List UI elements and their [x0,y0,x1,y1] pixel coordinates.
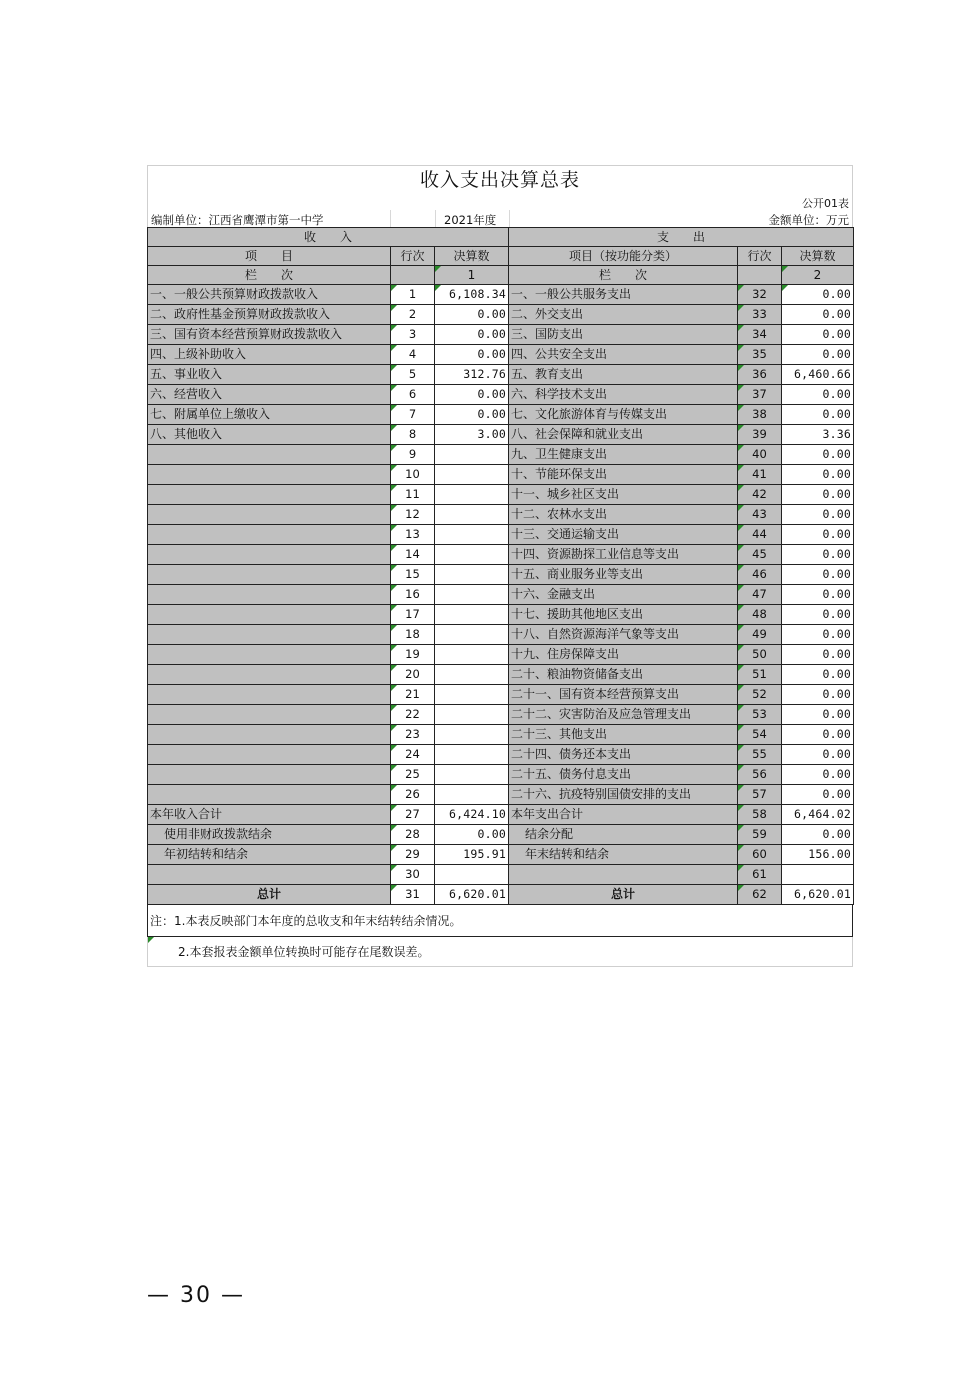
table-row [148,705,854,725]
expense-item: 二十、粮油物资储备支出 [509,665,738,685]
income-amount [435,465,509,485]
income-item: 四、上级补助收入 [148,345,391,365]
income-header: 收 入 [148,228,509,247]
income-amount [435,865,509,885]
expense-row-no: 45 [738,545,782,565]
expense-item: 十三、交通运输支出 [509,525,738,545]
expense-item: 一、一般公共服务支出 [509,285,738,305]
table-row [148,545,854,565]
expense-row-no: 35 [738,345,782,365]
income-row-no: 31 [391,885,435,905]
expense-amount: 0.00 [782,605,854,625]
income-amount: 6,424.10 [435,805,509,825]
money-unit: 金额单位：万元 [768,213,849,227]
income-amount: 312.76 [435,365,509,385]
expense-row-no: 55 [738,745,782,765]
expense-item: 二十五、债务付息支出 [509,765,738,785]
expense-row-no: 59 [738,825,782,845]
table-row [148,665,854,685]
income-item [148,685,391,705]
income-item: 八、其他收入 [148,425,391,445]
expense-row-no: 49 [738,625,782,645]
expense-row-no: 53 [738,705,782,725]
expense-amount: 0.00 [782,445,854,465]
table-row [148,685,854,705]
expense-row-no: 44 [738,525,782,545]
expense-item: 四、公共安全支出 [509,345,738,365]
income-amount [435,665,509,685]
summary-row [148,865,854,885]
income-amount: 0.00 [435,405,509,425]
table-row [148,745,854,765]
expense-item: 二十三、其他支出 [509,725,738,745]
col-header-amount: 决算数 [782,247,854,266]
income-row-no: 11 [391,485,435,505]
income-row-no: 26 [391,785,435,805]
expense-row-no: 39 [738,425,782,445]
income-row-no: 27 [391,805,435,825]
table-row [148,305,854,325]
income-amount: 195.91 [435,845,509,865]
column-index-blank [738,266,782,285]
divider [435,210,436,227]
income-item [148,505,391,525]
table-row [148,425,854,445]
table-row [148,725,854,745]
income-item [148,725,391,745]
income-amount [435,745,509,765]
expense-amount: 0.00 [782,545,854,565]
income-amount [435,765,509,785]
expense-row-no: 58 [738,805,782,825]
income-item [148,465,391,485]
table-row [148,385,854,405]
expense-item: 十八、自然资源海洋气象等支出 [509,625,738,645]
expense-item: 六、科学技术支出 [509,385,738,405]
expense-row-no: 32 [738,285,782,305]
income-item [148,705,391,725]
income-amount: 0.00 [435,325,509,345]
expense-item: 十五、商业服务业等支出 [509,565,738,585]
expense-row-no: 57 [738,785,782,805]
page-number: — 30 — [147,1283,245,1308]
expense-row-no: 43 [738,505,782,525]
expense-row-no: 54 [738,725,782,745]
income-row-no: 22 [391,705,435,725]
expense-row-no: 50 [738,645,782,665]
column-index-1: 1 [435,266,509,285]
fiscal-year: 2021年度 [444,213,497,227]
income-row-no: 2 [391,305,435,325]
income-row-no: 13 [391,525,435,545]
table-row [148,485,854,505]
income-item [148,785,391,805]
expense-amount: 0.00 [782,645,854,665]
report-sheet [147,165,853,967]
expense-item: 七、文化旅游体育与传媒支出 [509,405,738,425]
expense-item: 十一、城乡社区支出 [509,485,738,505]
expense-amount: 6,464.02 [782,805,854,825]
col-header-row-no: 行次 [738,247,782,266]
expense-row-no: 34 [738,325,782,345]
col-header-item: 项 目 [148,247,391,266]
expense-amount: 0.00 [782,525,854,545]
expense-item: 二十二、灾害防治及应急管理支出 [509,705,738,725]
expense-item: 总计 [509,885,738,905]
income-amount: 0.00 [435,305,509,325]
column-index-label: 栏 次 [509,266,738,285]
table-row [148,445,854,465]
income-amount [435,565,509,585]
income-amount [435,445,509,465]
income-amount [435,525,509,545]
expense-row-no: 46 [738,565,782,585]
income-item [148,765,391,785]
income-row-no: 4 [391,345,435,365]
income-item [148,645,391,665]
income-item [148,485,391,505]
income-row-no: 3 [391,325,435,345]
column-index-2: 2 [782,266,854,285]
col-header-amount: 决算数 [435,247,509,266]
expense-item: 二十一、国有资本经营预算支出 [509,685,738,705]
expense-amount: 0.00 [782,565,854,585]
income-amount: 0.00 [435,825,509,845]
income-item: 本年收入合计 [148,805,391,825]
income-item: 六、经营收入 [148,385,391,405]
expense-item: 十七、援助其他地区支出 [509,605,738,625]
income-row-no: 12 [391,505,435,525]
expense-amount: 0.00 [782,485,854,505]
expense-row-no: 33 [738,305,782,325]
total-row [148,885,854,905]
expense-amount: 0.00 [782,325,854,345]
compiling-unit: 编制单位：江西省鹰潭市第一中学 [151,213,324,227]
table-row [148,525,854,545]
income-amount [435,485,509,505]
expense-item: 十九、住房保障支出 [509,645,738,665]
income-item [148,585,391,605]
expense-row-no: 37 [738,385,782,405]
income-row-no: 19 [391,645,435,665]
income-amount [435,705,509,725]
col-header-item-func: 项目（按功能分类） [509,247,738,266]
expense-amount: 0.00 [782,665,854,685]
income-amount [435,685,509,705]
expense-amount: 0.00 [782,585,854,605]
income-item: 一、一般公共预算财政拨款收入 [148,285,391,305]
expense-amount: 0.00 [782,765,854,785]
income-amount [435,625,509,645]
table-row [148,465,854,485]
expense-amount: 0.00 [782,785,854,805]
expense-amount: 3.36 [782,425,854,445]
divider [509,210,510,227]
expense-amount [782,865,854,885]
expense-amount: 0.00 [782,685,854,705]
income-amount [435,605,509,625]
expense-row-no: 42 [738,485,782,505]
expense-amount: 0.00 [782,385,854,405]
expense-item: 二十六、抗疫特别国债安排的支出 [509,785,738,805]
divider [390,210,391,227]
income-item [148,745,391,765]
table-row [148,645,854,665]
expense-item: 结余分配 [509,825,738,845]
income-amount: 3.00 [435,425,509,445]
income-item [148,865,391,885]
expense-row-no: 52 [738,685,782,705]
income-row-no: 14 [391,545,435,565]
table-row [148,605,854,625]
expense-amount: 0.00 [782,825,854,845]
meta-row-code [147,194,853,210]
table-row [148,785,854,805]
income-row-no: 9 [391,445,435,465]
expense-item: 二十四、债务还本支出 [509,745,738,765]
summary-row [148,825,854,845]
expense-row-no: 60 [738,845,782,865]
income-row-no: 10 [391,465,435,485]
expense-amount: 0.00 [782,505,854,525]
expense-row-no: 36 [738,365,782,385]
income-amount [435,505,509,525]
expense-amount: 6,620.01 [782,885,854,905]
expense-item: 三、国防支出 [509,325,738,345]
income-row-no: 5 [391,365,435,385]
expense-item: 八、社会保障和就业支出 [509,425,738,445]
expense-row-no: 51 [738,665,782,685]
expense-item: 九、卫生健康支出 [509,445,738,465]
table-row [148,325,854,345]
income-item: 三、国有资本经营预算财政拨款收入 [148,325,391,345]
income-row-no: 24 [391,745,435,765]
income-amount [435,545,509,565]
income-row-no: 1 [391,285,435,305]
expense-item: 年末结转和结余 [509,845,738,865]
income-amount: 6,620.01 [435,885,509,905]
income-row-no: 30 [391,865,435,885]
income-row-no: 6 [391,385,435,405]
expense-item: 本年支出合计 [509,805,738,825]
income-row-no: 20 [391,665,435,685]
income-item: 总计 [148,885,391,905]
expense-amount: 0.00 [782,465,854,485]
expense-item: 十、节能环保支出 [509,465,738,485]
income-amount [435,585,509,605]
expense-amount: 0.00 [782,305,854,325]
expense-item: 二、外交支出 [509,305,738,325]
income-row-no: 23 [391,725,435,745]
report-title: 收入支出决算总表 [147,165,853,194]
income-row-no: 28 [391,825,435,845]
expense-amount: 0.00 [782,285,854,305]
income-amount [435,645,509,665]
income-amount [435,725,509,745]
expense-amount: 6,460.66 [782,365,854,385]
table-row [148,585,854,605]
table-row [148,365,854,385]
expense-row-no: 41 [738,465,782,485]
table-row [148,405,854,425]
expense-row-no: 62 [738,885,782,905]
income-item [148,545,391,565]
income-item: 二、政府性基金预算财政拨款收入 [148,305,391,325]
income-row-no: 18 [391,625,435,645]
table-row [148,505,854,525]
income-amount: 0.00 [435,385,509,405]
expense-row-no: 40 [738,445,782,465]
income-row-no: 17 [391,605,435,625]
expense-item: 十六、金融支出 [509,585,738,605]
income-item [148,445,391,465]
income-item: 五、事业收入 [148,365,391,385]
expense-item [509,865,738,885]
income-row-no: 25 [391,765,435,785]
income-item [148,565,391,585]
table-code: 公开01表 [802,197,849,210]
income-item [148,525,391,545]
income-item [148,625,391,645]
expense-amount: 0.00 [782,625,854,645]
table-row [148,765,854,785]
expense-item: 十四、资源勘探工业信息等支出 [509,545,738,565]
expense-header: 支 出 [509,228,854,247]
expense-row-no: 61 [738,865,782,885]
income-expense-table [147,227,854,905]
income-row-no: 7 [391,405,435,425]
table-row [148,625,854,645]
meta-row-unit [147,210,853,227]
income-item: 年初结转和结余 [148,845,391,865]
income-item: 七、附属单位上缴收入 [148,405,391,425]
expense-amount: 0.00 [782,345,854,365]
income-row-no: 8 [391,425,435,445]
note-1: 注：1.本表反映部门本年度的总收支和年末结转结余情况。 [147,905,853,937]
table-row [148,345,854,365]
expense-amount: 0.00 [782,405,854,425]
expense-amount: 0.00 [782,705,854,725]
income-amount: 0.00 [435,345,509,365]
income-row-no: 16 [391,585,435,605]
income-amount: 6,108.34 [435,285,509,305]
table-row [148,565,854,585]
col-header-row-no: 行次 [391,247,435,266]
expense-row-no: 38 [738,405,782,425]
summary-row [148,845,854,865]
income-row-no: 15 [391,565,435,585]
expense-amount: 0.00 [782,745,854,765]
summary-row [148,805,854,825]
income-row-no: 21 [391,685,435,705]
income-amount [435,785,509,805]
income-row-no: 29 [391,845,435,865]
expense-row-no: 48 [738,605,782,625]
column-index-label: 栏 次 [148,266,391,285]
expense-item: 五、教育支出 [509,365,738,385]
column-index-blank [391,266,435,285]
expense-amount: 156.00 [782,845,854,865]
income-item [148,605,391,625]
table-row [148,285,854,305]
expense-amount: 0.00 [782,725,854,745]
income-item: 使用非财政拨款结余 [148,825,391,845]
note-2: 2.本套报表金额单位转换时可能存在尾数误差。 [147,937,853,967]
income-item [148,665,391,685]
expense-row-no: 56 [738,765,782,785]
expense-row-no: 47 [738,585,782,605]
expense-item: 十二、农林水支出 [509,505,738,525]
